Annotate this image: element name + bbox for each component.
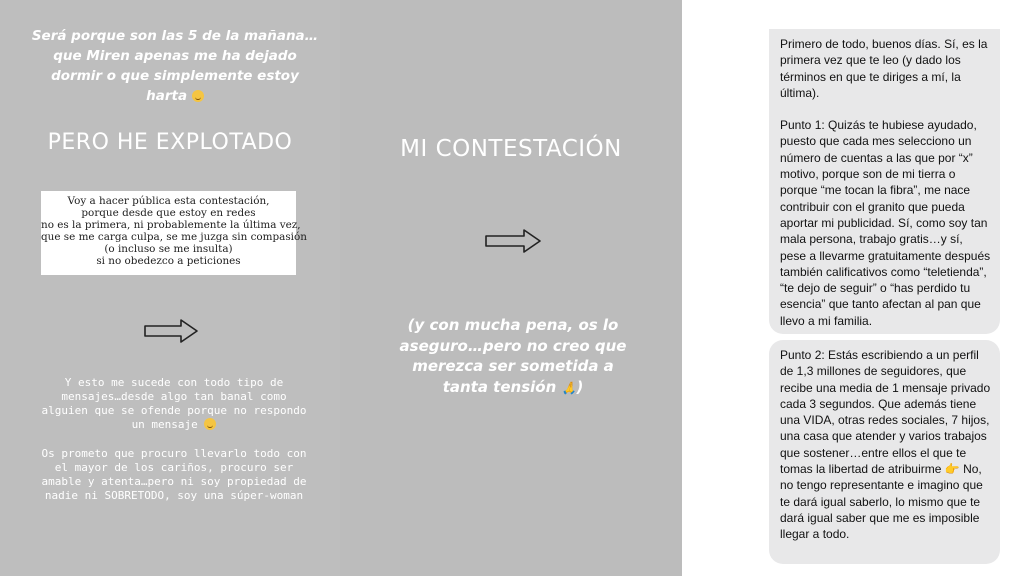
message-bubble[interactable]	[769, 340, 1000, 564]
intro-caption: Será porque son las 5 de la mañana…que Miren apenas me ha dejado dormir o que simplemente estoy harta	[31, 28, 319, 104]
pointing-hand-emoji-icon: 👉	[944, 462, 960, 477]
caption-plea: (y con mucha pena, os lo aseguro…pero no creo que merezca ser sometida a tanta tensión 🙏)	[388, 315, 638, 398]
note-line: Voy a hacer pública esta contestación,	[67, 195, 270, 207]
note-line: porque desde que estoy en redes	[81, 207, 256, 219]
message-paragraph: Primero de todo, buenos días. Sí, es la primera vez que te leo (y dado los términos en que te diriges a mí, la última).	[780, 37, 988, 100]
headline-reply: MI CONTESTACIÓN	[400, 136, 622, 162]
message-paragraph: Punto 1: Quizás te hubiese ayudado, puesto que cada mes selecciono un número de cuentas a las que por “x” motivo, porque son de mi tierra o porque “me tocan la fibra”, me nace contribuir con el granito que pueda aportar mi publicidad. Sí, como soy tan mala persona, trabajo gratis…y sí, pese a llevarme gratuitamente después también calificativos como “teletienda”, “te dejo de seguir” o “has perdido tu esencia” que tanto afectan al pan que llevo a mi familia.	[780, 118, 991, 328]
message-bubble[interactable]	[769, 29, 1000, 334]
arrow-right-icon	[143, 318, 199, 344]
story-panel-middle	[340, 0, 682, 576]
message-paragraph: Punto 2: Estás escribiendo a un perfil de 1,3 millones de seguidores, que recibe una media de 1 mensaje privado cada 3 segundos. Que además tiene una VIDA, otras redes sociales, 7 hijos, una casa que atender y varios trabajos que sostener…entre ellos el que te tomas la libertad de atribuirme 👉 No, no tengo representante e imagino que te dará igual saberlo, lo mismo que te dará igual saber que me es imposible llegar a todo.	[780, 348, 991, 542]
note-line: si no obedezco a peticiones	[96, 255, 241, 267]
caption-promise: Os prometo que procuro llevarlo todo con el mayor de los cariños, procuro ser amable y atenta…pero ni soy propiedad de nadie ni SOBRETODO, soy una súper-woman	[41, 447, 307, 502]
note-line: que se me carga culpa, se me juzga sin compasión	[41, 231, 307, 243]
statement-note	[41, 191, 307, 275]
sad-face-emoji-icon	[204, 418, 216, 430]
arrow-right-icon	[484, 228, 542, 254]
praying-hands-emoji-icon: 🙏	[561, 380, 577, 395]
note-line: no es la primera, ni probablemente la última vez,	[41, 219, 301, 231]
grin-sweat-emoji-icon	[192, 90, 204, 102]
headline-exploded: PERO HE EXPLOTADO	[47, 130, 293, 155]
caption-messages: Y esto me sucede con todo tipo de mensajes…desde algo tan banal como alguien que se ofende porque no respondo un mensaje	[41, 376, 307, 431]
note-line: (o incluso se me insulta)	[104, 243, 233, 255]
